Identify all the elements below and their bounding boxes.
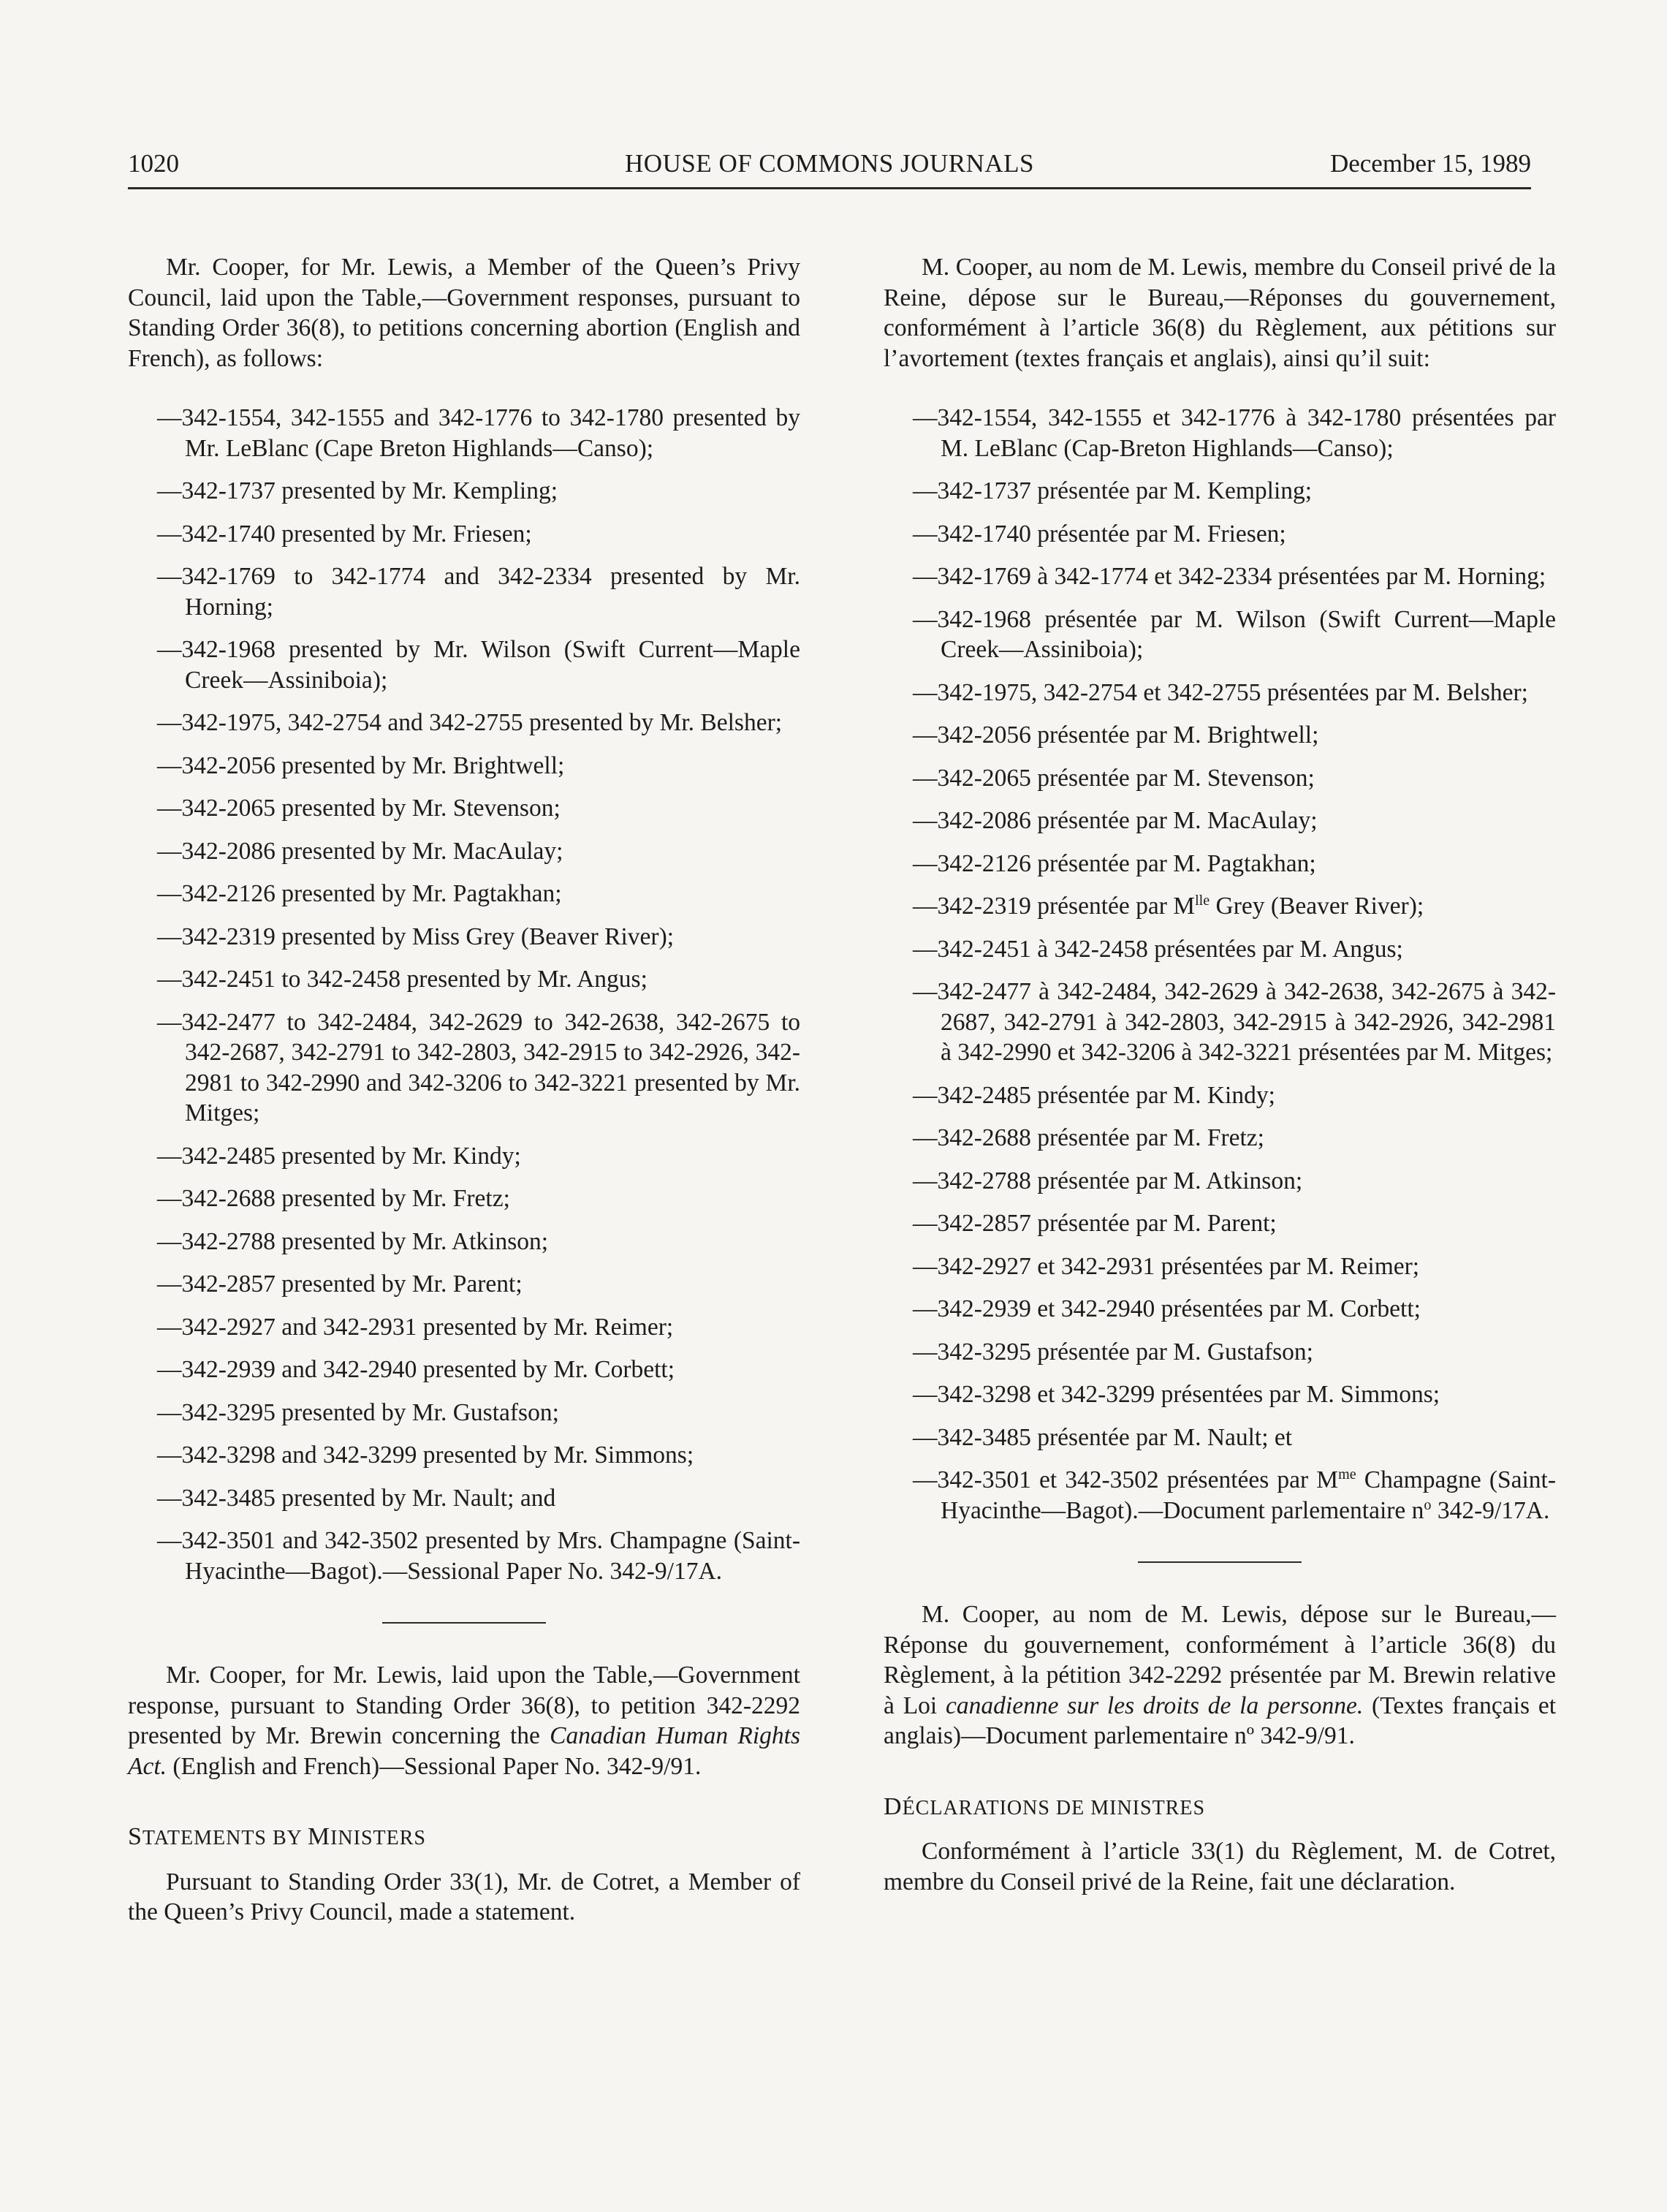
section-divider bbox=[1138, 1561, 1302, 1563]
section-divider bbox=[382, 1622, 546, 1624]
journal-title: HOUSE OF COMMONS JOURNALS bbox=[625, 149, 1034, 178]
petition-list-en bbox=[128, 403, 800, 1586]
petition-entry: —342-1554, 342-1555 and 342-1776 to 342-1780 presented by Mr. LeBlanc (Cape Breton Highlands—Canso); bbox=[157, 404, 800, 462]
petition-entry: —342-1740 présentée par M. Friesen; bbox=[913, 520, 1286, 548]
petition-entry: —342-2065 présentée par M. Stevenson; bbox=[913, 764, 1315, 792]
petition-entry: —342-3485 présentée par M. Nault; et bbox=[913, 1423, 1293, 1451]
petition-entry: —342-1975, 342-2754 and 342-2755 presented by Mr. Belsher; bbox=[157, 709, 783, 736]
petition-entry: —342-2857 presented by Mr. Parent; bbox=[157, 1270, 523, 1298]
page-header bbox=[128, 146, 1531, 189]
petition-entry: —342-2451 to 342-2458 presented by Mr. Angus; bbox=[157, 966, 648, 993]
intro-paragraph-en: Mr. Cooper, for Mr. Lewis, a Member of the Queen’s Privy Council, laid upon the Table,—Government responses, pursuant to Standing Order 36(8), to petitions concerning abortion (English and French), as follows: bbox=[128, 254, 800, 372]
intro-paragraph-fr: M. Cooper, au nom de M. Lewis, membre du Conseil privé de la Reine, dépose sur le Bureau,—Réponses du gouvernement, conformément à l’article 36(8) du Règlement, aux pétitions sur l’avortement (textes français et anglais), ainsi qu’il suit: bbox=[884, 254, 1556, 372]
page-number: 1020 bbox=[128, 149, 179, 178]
paragraph-text: Mr. Cooper, for Mr. Lewis, laid upon the Table,—Government response, pursuant to Standing Order 36(8), to petition 342-2292 presented by Mr. Brewin concerning the bbox=[128, 1662, 800, 1749]
petition-entry: —342-2927 et 342-2931 présentées par M. Reimer; bbox=[913, 1252, 1420, 1280]
act-title: canadienne sur les droits de la personne. bbox=[946, 1692, 1364, 1719]
paragraph-text: M. Cooper, au nom de M. Lewis, dépose sur le Bureau,—Réponse du gouvernement, conformément à l’article 36(8) du Règlement, à la pétition 342-2292 présentée par M. Brewin relative à Loi bbox=[884, 1601, 1556, 1719]
petition-entry: —342-1769 to 342-1774 and 342-2334 presented by Mr. Horning; bbox=[157, 563, 800, 621]
petition-entry: —342-2477 to 342-2484, 342-2629 to 342-2638, 342-2675 to 342-2687, 342-2791 to 342-2803, 342-2915 to 342-2926, 342-2981 to 342-2990 and 342-3206 to 342-3221 presented by Mr. Mitges; bbox=[157, 1008, 800, 1126]
petition-entry: —342-3295 presented by Mr. Gustafson; bbox=[157, 1398, 559, 1426]
french-column bbox=[884, 252, 1556, 1897]
brewin-paragraph-en bbox=[128, 1660, 800, 1781]
petition-entry: —342-2788 présentée par M. Atkinson; bbox=[913, 1167, 1303, 1194]
petition-entry: —342-3295 présentée par M. Gustafson; bbox=[913, 1338, 1313, 1366]
petition-entry: —342-3501 and 342-3502 presented by Mrs. Champagne (Saint-Hyacinthe—Bagot).—Sessional Paper No. 342-9/17A. bbox=[157, 1527, 800, 1585]
petition-entry: —342-2857 présentée par M. Parent; bbox=[913, 1210, 1277, 1237]
petition-entry: —342-2477 à 342-2484, 342-2629 à 342-2638, 342-2675 à 342-2687, 342-2791 à 342-2803, 342-2915 à 342-2926, 342-2981 à 342-2990 et 342-3206 à 342-3221 présentées par M. Mitges; bbox=[913, 978, 1556, 1066]
petition-entry: —342-2056 présentée par M. Brightwell; bbox=[913, 721, 1319, 749]
paragraph-text: (English and French)—Sessional Paper No. 342-9/91. bbox=[167, 1752, 702, 1780]
petition-entry: —342-2086 présentée par M. MacAulay; bbox=[913, 807, 1318, 834]
petition-entry: —342-1975, 342-2754 et 342-2755 présentées par M. Belsher; bbox=[913, 678, 1528, 706]
petition-entry: —342-2939 and 342-2940 presented by Mr. Corbett; bbox=[157, 1356, 675, 1383]
petition-entry: —342-3298 and 342-3299 presented by Mr. Simmons; bbox=[157, 1442, 694, 1469]
petition-entry: —342-2485 présentée par M. Kindy; bbox=[913, 1081, 1275, 1109]
petition-entry: —342-2086 presented by Mr. MacAulay; bbox=[157, 837, 563, 865]
petition-entry: —342-2126 presented by Mr. Pagtakhan; bbox=[157, 880, 562, 907]
petition-entry: —342-1968 presented by Mr. Wilson (Swift Current—Maple Creek—Assiniboia); bbox=[157, 636, 800, 694]
petition-entry: —342-1554, 342-1555 et 342-1776 à 342-1780 présentées par M. LeBlanc (Cap-Breton Highlands—Canso); bbox=[913, 404, 1556, 462]
petition-list-fr bbox=[884, 403, 1556, 1526]
petition-entry: —342-3485 presented by Mr. Nault; and bbox=[157, 1484, 556, 1512]
petition-entry: —342-2319 présentée par $M^{lle}$ Grey (Beaver River); bbox=[913, 892, 1424, 920]
petition-entry: —342-2688 présentée par M. Fretz; bbox=[913, 1124, 1264, 1151]
petition-entry: —342-2319 presented by Miss Grey (Beaver River); bbox=[157, 923, 675, 950]
petition-entry: —342-2056 presented by Mr. Brightwell; bbox=[157, 751, 565, 779]
petition-entry: —342-2788 presented by Mr. Atkinson; bbox=[157, 1227, 549, 1255]
petition-entry: —342-1737 presented by Mr. Kempling; bbox=[157, 477, 558, 504]
paragraph-text: (Textes français et anglais)—Document parlementaire nº 342-9/91. bbox=[884, 1692, 1556, 1749]
petition-entry: —342-3501 et 342-3502 présentées par $M^{me}$ Champagne (Saint-Hyacinthe—Bagot).—Document parlementaire $n^o$ 342-9/17A. bbox=[913, 1466, 1557, 1524]
section-heading-fr: DÉCLARATIONS DE MINISTRES bbox=[884, 1792, 1206, 1820]
section-heading-en: STATEMENTS BY MINISTERS bbox=[128, 1823, 427, 1850]
petition-entry: —342-2451 à 342-2458 présentées par M. Angus; bbox=[913, 935, 1403, 963]
petition-entry: —342-2065 presented by Mr. Stevenson; bbox=[157, 795, 561, 822]
statement-paragraph-fr: Conformément à l’article 33(1) du Règlement, M. de Cotret, membre du Conseil privé de la Reine, fait une déclaration. bbox=[884, 1838, 1556, 1895]
statement-paragraph-en: Pursuant to Standing Order 33(1), Mr. de Cotret, a Member of the Queen’s Privy Council, made a statement. bbox=[128, 1868, 800, 1925]
petition-entry: —342-1737 présentée par M. Kempling; bbox=[913, 477, 1313, 504]
brewin-paragraph-fr bbox=[884, 1599, 1556, 1751]
petition-entry: —342-2485 presented by Mr. Kindy; bbox=[157, 1142, 521, 1170]
petition-entry: —342-1740 presented by Mr. Friesen; bbox=[157, 520, 532, 548]
petition-entry: —342-2126 présentée par M. Pagtakhan; bbox=[913, 849, 1316, 877]
english-column bbox=[128, 252, 800, 1928]
petition-entry: —342-2927 and 342-2931 presented by Mr. Reimer; bbox=[157, 1313, 674, 1341]
petition-entry: —342-2688 presented by Mr. Fretz; bbox=[157, 1185, 510, 1212]
petition-entry: —342-2939 et 342-2940 présentées par M. Corbett; bbox=[913, 1295, 1421, 1322]
petition-entry: —342-1968 présentée par M. Wilson (Swift Current—Maple Creek—Assiniboia); bbox=[913, 605, 1556, 663]
act-title: Canadian Human Rights Act. bbox=[128, 1722, 800, 1780]
petition-entry: —342-1769 à 342-1774 et 342-2334 présentées par M. Horning; bbox=[913, 563, 1546, 590]
journal-date: December 15, 1989 bbox=[1329, 149, 1531, 178]
petition-entry: —342-3298 et 342-3299 présentées par M. Simmons; bbox=[913, 1381, 1440, 1408]
